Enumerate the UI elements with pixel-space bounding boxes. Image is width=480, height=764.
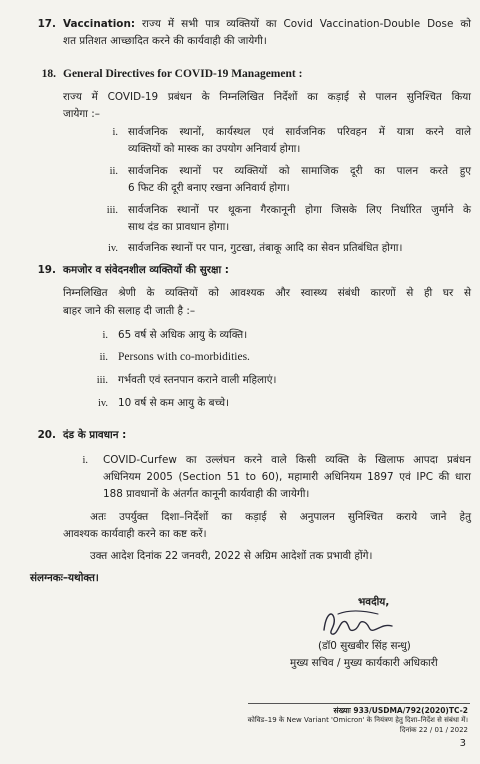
section-18-item-1-number: i. [112,127,118,138]
section-18-item-2-line-2: 6 फिट की दूरी बनाए रखना अनिवार्य होगा। [128,182,290,194]
section-18-item-4-line-1: सार्वजनिक स्थानों पर पान, गुटखा, तंबाकू आदि का सेवन प्रतिबंधित होगा। [128,242,403,254]
section-19-item-4-text: 10 वर्ष से कम आयु के बच्चे। [118,397,230,409]
section-17-number: 17. [37,18,56,30]
signatory-name: (डॉ0 सुखबीर सिंह सन्धु) [318,640,411,652]
handwritten-signature [318,604,398,640]
section-20-line-3: 188 प्रावधानों के अंतर्गत कानूनी कार्यवाही की जायेगी। [103,488,310,500]
section-19-item-3-text: गर्भवती एवं स्तनपान कराने वाली महिलाएं। [118,374,277,386]
section-17-text: राज्य में सभी पात्र व्यक्तियों का Covid Vaccination-Double Dose को [142,18,471,30]
section-18-item-2-line-1: सार्वजनिक स्थानों पर व्यक्तियों को सामाजिक दूरी का पालन करते हुए [128,165,471,177]
page-number: 3 [459,738,466,749]
section-18-item-3-number: iii. [106,205,118,216]
closing-paragraph-line-2: आवश्यक कार्यवाही करने का कष्ट करें। [63,528,207,540]
footer-rule [248,703,470,704]
section-17-label: Vaccination: [63,18,135,30]
section-19-number: 19. [37,264,56,276]
section-19-intro-line-1: निम्नलिखित श्रेणी के व्यक्तियों को आवश्यक और स्वास्थ्य संबंधी कारणों से ही घर से [63,287,471,299]
section-18-number: 18. [41,68,56,80]
footer-subject: कोविड–19 के New Variant 'Omicron' के नियंत्रण हेतु दिशा–निर्देश से संबंधा में। [247,716,468,724]
section-19-item-3-number: iii. [96,375,108,386]
section-18-item-3-line-2: साथ दंड का प्रावधान होगा। [128,221,230,233]
effective-date-line: उक्त आदेश दिनांक 22 जनवरी, 2022 से अग्रिम आदेशों तक प्रभावी होंगे। [90,550,373,562]
section-19-intro-line-2: बाहर जाने की सलाह दी जाती है :– [63,305,196,317]
section-19-item-2-text: Persons with co-morbidities. [118,351,250,363]
section-19-item-2-number: ii. [99,352,108,363]
enclosure-line: संलग्नकः–यथोक्त। [30,572,99,584]
section-18-item-1-line-2: व्यक्तियों को मास्क का उपयोग अनिवार्य होगा। [128,143,301,155]
section-17-line-2: शत प्रतिशत आच्छादित करने की कार्यवाही की जायेगी। [63,35,267,47]
section-19-item-4-number: iv. [97,398,108,409]
section-18-intro-line-1: राज्य में COVID-19 प्रबंधन के निम्नलिखित निर्देशों का कड़ाई से पालन सुनिश्चित किया [63,91,471,103]
closing-paragraph-line-1: अतः उपर्युक्त दिशा–निर्देशों का कड़ाई से अनुपालन सुनिश्चित कराये जाने हेतु [90,511,471,523]
section-18-heading: General Directives for COVID-19 Management : [63,68,303,80]
footer-date: दिनांक 22 / 01 / 2022 [399,726,468,734]
section-18-item-2-number: ii. [109,166,118,177]
section-18-item-1-line-1: सार्वजनिक स्थानों, कार्यस्थल एवं सार्वजनिक परिवहन में यात्रा करने वाले [128,126,471,138]
signatory-designation: मुख्य सचिव / मुख्य कार्यकारी अधिकारी [290,657,438,669]
section-20-line-1: COVID-Curfew का उल्लंघन करने वाले किसी व्यक्ति के खिलाफ आपदा प्रबंधन [103,454,471,466]
section-18-item-3-line-1: सार्वजनिक स्थानों पर थूकना गैरकानूनी होगा जिसके लिए निर्धारित जुर्माने के [128,204,471,216]
section-18-item-4-number: iv. [107,243,118,254]
section-20-heading: दंड के प्रावधान : [63,429,127,441]
section-17-line-1 [63,16,471,33]
section-19-heading: कमजोर व संवेदनशील व्यक्तियों की सुरक्षा : [63,264,229,276]
section-20-line-2: अधिनियम 2005 (Section 51 to 60), महामारी अधिनियम 1897 एवं IPC की धारा [103,471,471,483]
section-19-item-1-number: i. [102,330,108,341]
section-20-item-number: i. [82,455,88,466]
valediction: भवदीय, [358,596,390,608]
section-19-item-1-text: 65 वर्ष से अधिक आयु के व्यक्ति। [118,329,248,341]
section-20-number: 20. [37,429,56,441]
section-18-intro-line-2: जायेगा :– [63,108,100,120]
footer-reference: संख्याः 933/USDMA/792(2020)TC-2 [333,706,468,715]
